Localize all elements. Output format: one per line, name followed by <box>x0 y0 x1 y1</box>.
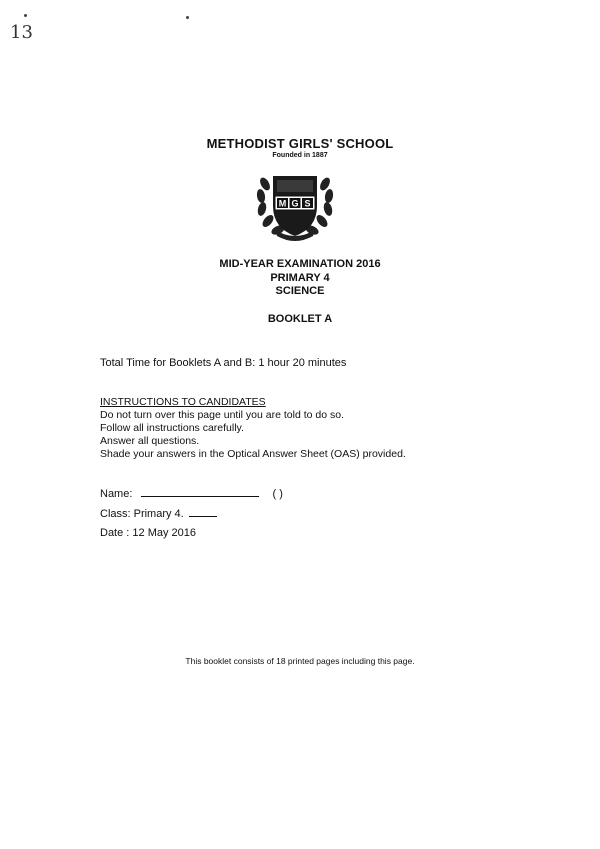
exam-title: MID-YEAR EXAMINATION 2016 <box>219 258 381 270</box>
instruction-item: Answer all questions. <box>100 435 200 447</box>
name-blank-line <box>141 496 259 497</box>
exam-subject: SCIENCE <box>275 285 325 297</box>
page-count-footer: This booklet consists of 18 printed pages including this page. <box>185 656 415 666</box>
class-blank-line <box>189 516 217 517</box>
instruction-item: Follow all instructions carefully. <box>100 422 244 434</box>
handwritten-page-number: 13 <box>10 22 33 43</box>
total-time: Total Time for Booklets A and B: 1 hour 20 minutes <box>100 357 347 369</box>
school-name: METHODIST GIRLS' SCHOOL <box>206 136 394 151</box>
scan-speck <box>24 14 27 17</box>
exam-level: PRIMARY 4 <box>270 272 330 284</box>
instructions-block <box>100 396 406 461</box>
date-field: Date : 12 May 2016 <box>100 527 197 539</box>
instructions-heading: INSTRUCTIONS TO CANDIDATES <box>100 396 266 408</box>
scan-speck <box>186 16 189 19</box>
svg-text:S: S <box>304 198 311 209</box>
class-label: Class: Primary 4. <box>100 508 184 520</box>
name-field <box>100 488 283 500</box>
instruction-item: Shade your answers in the Optical Answer Sheet (OAS) provided. <box>100 448 406 460</box>
school-crest-logo <box>253 162 337 244</box>
svg-text:G: G <box>291 198 299 209</box>
index-number-parens: ( ) <box>272 488 283 500</box>
booklet-label: BOOKLET A <box>267 313 333 325</box>
founded-year: Founded in 1887 <box>272 152 328 159</box>
class-field <box>100 508 217 520</box>
name-label: Name: <box>100 488 133 500</box>
svg-text:M: M <box>278 198 287 209</box>
instruction-item: Do not turn over this page until you are told to do so. <box>100 409 344 421</box>
